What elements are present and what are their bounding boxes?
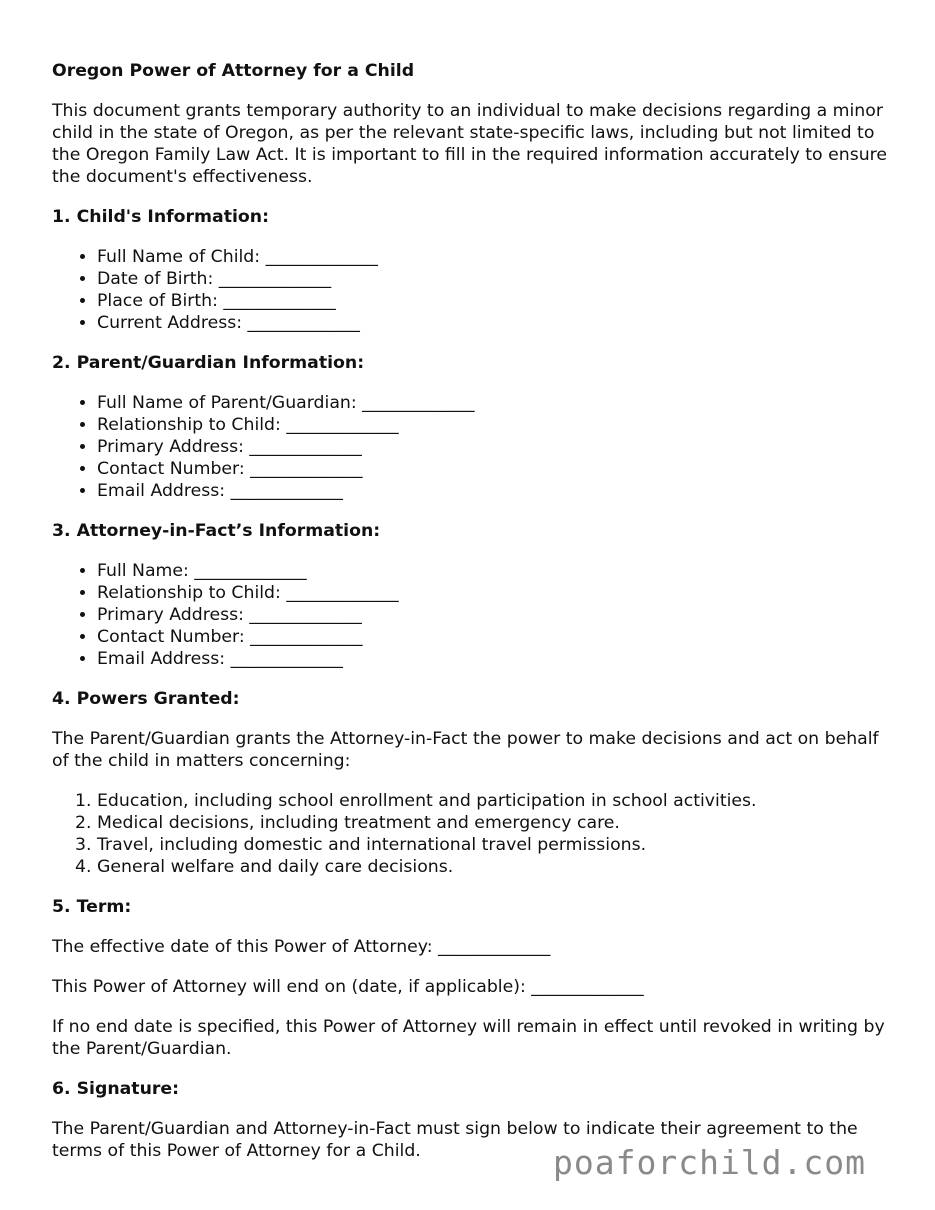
parent-relationship-field: • Relationship to Child: _____________ [97, 414, 897, 436]
attorney-address-field: • Primary Address: _____________ [97, 604, 897, 626]
parent-info-list [52, 392, 897, 502]
watermark-text: poaforchild.com [553, 1143, 867, 1182]
power-medical: 2. Medical decisions, including treatment and emergency care. [97, 812, 897, 834]
term-end-date: This Power of Attorney will end on (date, if applicable): _____________ [52, 977, 644, 997]
attorney-info-list [52, 560, 897, 670]
document-title: Oregon Power of Attorney for a Child [52, 61, 415, 81]
attorney-relationship-field: • Relationship to Child: _____________ [97, 582, 897, 604]
attorney-info-heading: 3. Attorney-in-Fact’s Information: [52, 521, 381, 541]
document [52, 60, 897, 1162]
attorney-contact-field: • Contact Number: _____________ [97, 626, 897, 648]
powers-heading: 4. Powers Granted: [52, 689, 240, 709]
term-effective-date: The effective date of this Power of Attorney: _____________ [52, 937, 551, 957]
child-full-name-field: • Full Name of Child: _____________ [97, 246, 897, 268]
term-note: If no end date is specified, this Power of Attorney will remain in effect until revoked in writing by the Parent/Guardian. [52, 1017, 885, 1059]
parent-full-name-field: • Full Name of Parent/Guardian: _____________ [97, 392, 897, 414]
power-welfare: 4. General welfare and daily care decisions. [97, 856, 897, 878]
intro-paragraph: This document grants temporary authority to an individual to make decisions regarding a minor child in the state of Oregon, as per the relevant state-specific laws, including but not limited to the Oregon Family Law Act. It is important to fill in the required information accurately to ensure the document's effectiveness. [52, 101, 888, 187]
child-address-field: • Current Address: _____________ [97, 312, 897, 334]
power-education: 1. Education, including school enrollment and participation in school activities. [97, 790, 897, 812]
parent-address-field: • Primary Address: _____________ [97, 436, 897, 458]
child-dob-field: • Date of Birth: _____________ [97, 268, 897, 290]
parent-info-heading: 2. Parent/Guardian Information: [52, 353, 365, 373]
attorney-full-name-field: • Full Name: _____________ [97, 560, 897, 582]
power-travel: 3. Travel, including domestic and international travel permissions. [97, 834, 897, 856]
signature-heading: 6. Signature: [52, 1079, 180, 1099]
child-info-list [52, 246, 897, 334]
powers-list [52, 790, 897, 878]
parent-email-field: • Email Address: _____________ [97, 480, 897, 502]
signature-paragraph: The Parent/Guardian and Attorney-in-Fact must sign below to indicate their agreement to the terms of this Power of Attorney for a Child. [52, 1119, 858, 1161]
child-birthplace-field: • Place of Birth: _____________ [97, 290, 897, 312]
child-info-heading: 1. Child's Information: [52, 207, 269, 227]
powers-paragraph: The Parent/Guardian grants the Attorney-in-Fact the power to make decisions and act on behalf of the child in matters concerning: [52, 729, 879, 771]
attorney-email-field: • Email Address: _____________ [97, 648, 897, 670]
term-heading: 5. Term: [52, 897, 132, 917]
parent-contact-field: • Contact Number: _____________ [97, 458, 897, 480]
